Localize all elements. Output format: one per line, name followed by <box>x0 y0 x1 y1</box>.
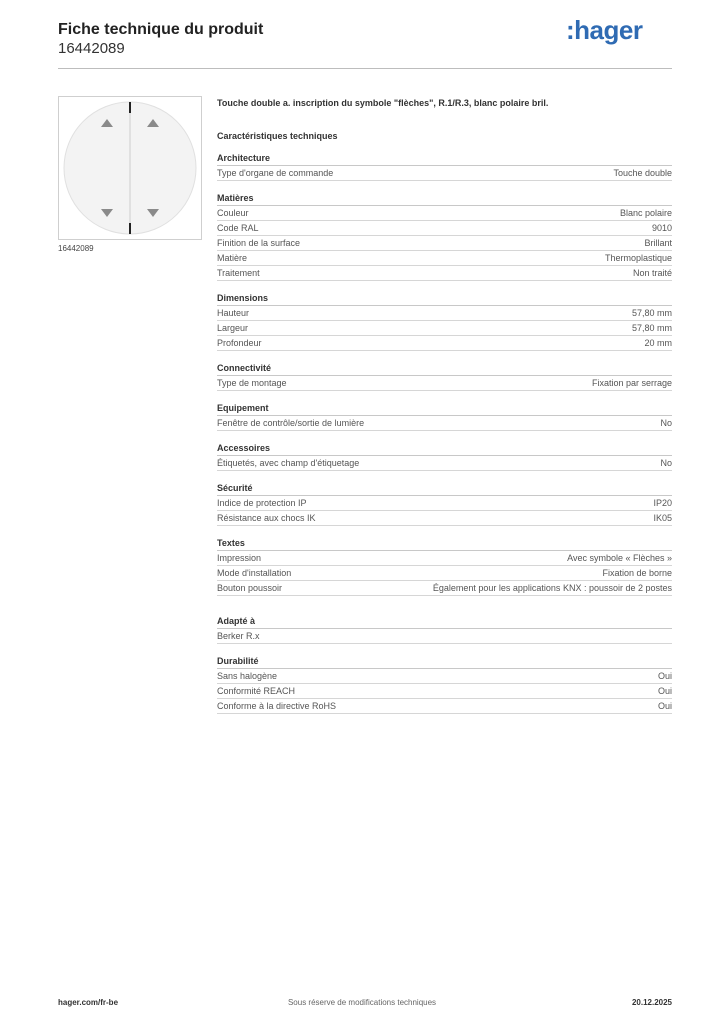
section-title: Sécurité <box>217 481 672 496</box>
spec-section <box>217 151 672 181</box>
spec-value: 57,80 mm <box>631 323 672 333</box>
spec-row <box>217 376 672 391</box>
technical-specifications <box>217 96 672 724</box>
spec-label: Impression <box>217 553 262 563</box>
spec-label: Type d'organe de commande <box>217 168 334 178</box>
spec-row <box>217 566 672 581</box>
section-title: Textes <box>217 536 672 551</box>
spec-row <box>217 581 672 596</box>
spec-row <box>217 221 672 236</box>
spec-row <box>217 511 672 526</box>
spec-value: Avec symbole « Flèches » <box>567 553 672 563</box>
section-title: Matières <box>217 191 672 206</box>
spec-value: Brillant <box>644 238 672 248</box>
header-divider <box>58 68 672 69</box>
spec-value: Non traité <box>632 268 672 278</box>
product-image <box>58 96 202 240</box>
spec-label: Profondeur <box>217 338 262 348</box>
spec-label: Conformité REACH <box>217 686 296 696</box>
spec-label: Couleur <box>217 208 249 218</box>
spec-section <box>217 361 672 391</box>
spec-row <box>217 166 672 181</box>
footer-website: hager.com/fr-be <box>58 998 119 1007</box>
spec-value: Également pour les applications KNX : poussoir de 2 postes <box>432 583 672 593</box>
spec-value: Oui <box>657 686 672 696</box>
spec-value: Oui <box>657 701 672 711</box>
spec-label: Code RAL <box>217 223 259 233</box>
spec-row <box>217 416 672 431</box>
spec-label: Fenêtre de contrôle/sortie de lumière <box>217 418 365 428</box>
spec-row <box>217 251 672 266</box>
spec-label: Mode d'installation <box>217 568 292 578</box>
spec-row <box>217 629 672 644</box>
spec-value: Fixation de borne <box>602 568 672 578</box>
spec-sections <box>217 151 672 714</box>
spec-value: No <box>660 458 672 468</box>
spec-row <box>217 456 672 471</box>
section-title: Dimensions <box>217 291 672 306</box>
spec-label: Matière <box>217 253 248 263</box>
spec-value: Thermoplastique <box>604 253 672 263</box>
spec-label: Résistance aux chocs IK <box>217 513 316 523</box>
spec-value: 20 mm <box>644 338 672 348</box>
spec-label: Traitement <box>217 268 260 278</box>
spec-label: Type de montage <box>217 378 287 388</box>
characteristics-heading: Caractéristiques techniques <box>217 131 338 141</box>
spec-row <box>217 206 672 221</box>
double-rocker-switch-illustration <box>59 97 201 239</box>
spec-value: Fixation par serrage <box>591 378 672 388</box>
image-caption: 16442089 <box>58 244 94 253</box>
spec-section <box>217 614 672 644</box>
footer-date: 20.12.2025 <box>631 998 672 1007</box>
spec-label: Bouton poussoir <box>217 583 283 593</box>
spec-row <box>217 336 672 351</box>
spec-value: Blanc polaire <box>619 208 672 218</box>
section-title: Equipement <box>217 401 672 416</box>
section-title: Architecture <box>217 151 672 166</box>
spec-label: Finition de la surface <box>217 238 301 248</box>
spec-value: 9010 <box>651 223 672 233</box>
document-title: Fiche technique du produit <box>58 21 264 38</box>
spec-row <box>217 551 672 566</box>
spec-row <box>217 306 672 321</box>
section-title: Connectivité <box>217 361 672 376</box>
spec-row <box>217 669 672 684</box>
spec-row <box>217 321 672 336</box>
spec-section <box>217 481 672 526</box>
spec-section <box>217 191 672 281</box>
section-title: Adapté à <box>217 614 672 629</box>
product-description: Touche double a. inscription du symbole "flèches", R.1/R.3, blanc polaire bril. <box>217 98 549 108</box>
spec-value: Oui <box>657 671 672 681</box>
section-title: Accessoires <box>217 441 672 456</box>
spec-section <box>217 401 672 431</box>
section-title: Durabilité <box>217 654 672 669</box>
spec-value: 57,80 mm <box>631 308 672 318</box>
spec-label: Berker R.x <box>217 631 260 641</box>
spec-value: Touche double <box>613 168 672 178</box>
spec-row <box>217 699 672 714</box>
spec-section <box>217 291 672 351</box>
spec-row <box>217 266 672 281</box>
spec-section <box>217 441 672 471</box>
spec-value: No <box>660 418 672 428</box>
spec-section <box>217 536 672 596</box>
spec-value: IP20 <box>653 498 672 508</box>
footer-note: Sous réserve de modifications techniques <box>287 998 437 1007</box>
product-code: 16442089 <box>58 40 125 57</box>
spec-label: Sans halogène <box>217 671 278 681</box>
spec-row <box>217 684 672 699</box>
spec-row <box>217 236 672 251</box>
spec-label: Hauteur <box>217 308 250 318</box>
spec-section <box>217 654 672 714</box>
spec-value: IK05 <box>653 513 672 523</box>
spec-row <box>217 496 672 511</box>
spec-label: Étiquetés, avec champ d'étiquetage <box>217 458 360 468</box>
spec-label: Indice de protection IP <box>217 498 307 508</box>
spec-label: Conforme à la directive RoHS <box>217 701 337 711</box>
spec-label: Largeur <box>217 323 249 333</box>
hager-logo: :hager <box>566 15 643 45</box>
